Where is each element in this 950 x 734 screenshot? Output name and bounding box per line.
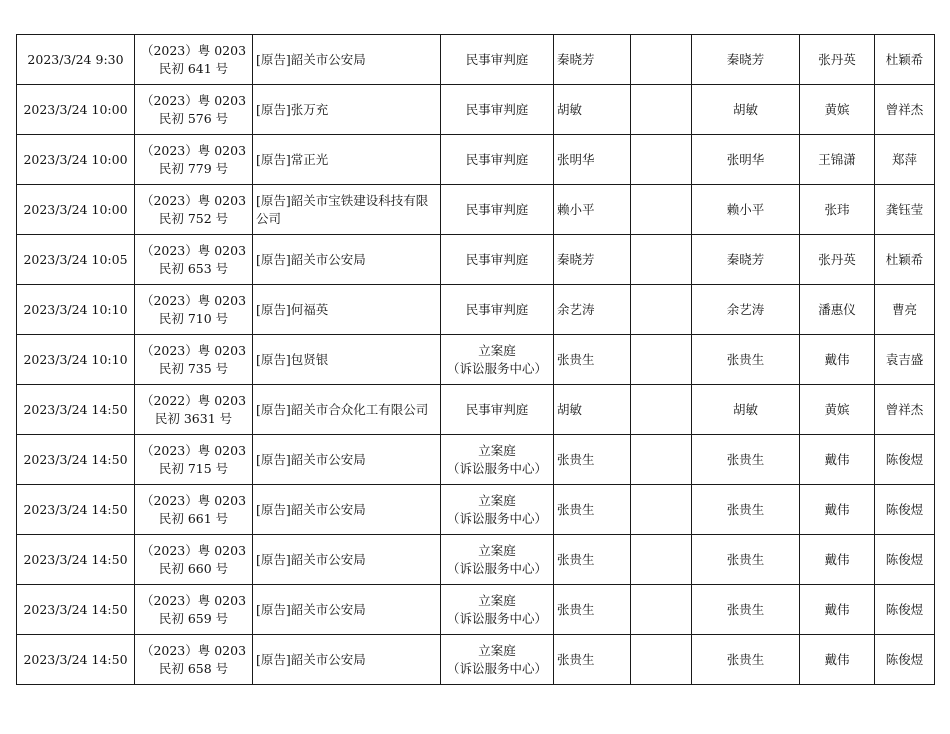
- presiding-judge-cell: 秦晓芳: [692, 35, 800, 85]
- case-number-cell: [135, 485, 253, 535]
- department-cell: [441, 585, 554, 635]
- clerk-cell: 陈俊煜: [875, 435, 935, 485]
- party-cell: [原告]何福英: [253, 285, 441, 335]
- clerk-cell: 陈俊煜: [875, 485, 935, 535]
- table-row: [17, 585, 935, 635]
- judge-cell: 张贵生: [554, 335, 631, 385]
- empty-cell: [631, 335, 692, 385]
- department-line1: 民事审判庭: [465, 101, 529, 117]
- clerk-cell: 陈俊煜: [875, 535, 935, 585]
- case-number-line2: 民初 779 号: [158, 160, 229, 176]
- department-line2: （诉讼服务中心）: [446, 460, 547, 476]
- department-cell: [441, 635, 554, 685]
- case-number-line1: （2023）粤 0203: [140, 42, 247, 58]
- case-number-cell: [135, 85, 253, 135]
- case-number-line1: （2023）粤 0203: [140, 142, 247, 158]
- presiding-judge-cell: 余艺涛: [692, 285, 800, 335]
- case-number-cell: [135, 585, 253, 635]
- empty-cell: [631, 285, 692, 335]
- clerk-cell: 曾祥杰: [875, 385, 935, 435]
- party-cell: [原告]韶关市公安局: [253, 235, 441, 285]
- department-cell: [441, 485, 554, 535]
- hearing-time-cell: 2023/3/24 10:00: [17, 85, 135, 135]
- hearing-time-cell: 2023/3/24 14:50: [17, 485, 135, 535]
- panel-member-cell: 张丹英: [800, 35, 875, 85]
- hearing-time-cell: 2023/3/24 10:05: [17, 235, 135, 285]
- panel-member-cell: 戴伟: [800, 335, 875, 385]
- judge-cell: 赖小平: [554, 185, 631, 235]
- panel-member-cell: 张丹英: [800, 235, 875, 285]
- party-cell: [原告]韶关市合众化工有限公司: [253, 385, 441, 435]
- hearing-time-cell: 2023/3/24 14:50: [17, 635, 135, 685]
- presiding-judge-cell: 张明华: [692, 135, 800, 185]
- table-row: [17, 285, 935, 335]
- case-number-cell: [135, 335, 253, 385]
- judge-cell: 余艺涛: [554, 285, 631, 335]
- empty-cell: [631, 535, 692, 585]
- case-number-line1: （2023）粤 0203: [140, 342, 247, 358]
- case-number-line1: （2023）粤 0203: [140, 242, 247, 258]
- department-cell: [441, 185, 554, 235]
- panel-member-cell: 黄嫔: [800, 385, 875, 435]
- hearing-time-cell: 2023/3/24 10:00: [17, 135, 135, 185]
- case-number-cell: [135, 435, 253, 485]
- department-line2: （诉讼服务中心）: [446, 560, 547, 576]
- panel-member-cell: 戴伟: [800, 485, 875, 535]
- case-number-cell: [135, 235, 253, 285]
- department-cell: [441, 285, 554, 335]
- department-line1: 立案庭: [478, 442, 516, 458]
- case-number-cell: [135, 535, 253, 585]
- clerk-cell: 郑萍: [875, 135, 935, 185]
- hearing-time-cell: 2023/3/24 14:50: [17, 435, 135, 485]
- case-number-line1: （2023）粤 0203: [140, 192, 247, 208]
- presiding-judge-cell: 张贵生: [692, 535, 800, 585]
- party-cell: [原告]常正光: [253, 135, 441, 185]
- presiding-judge-cell: 张贵生: [692, 635, 800, 685]
- clerk-cell: 曾祥杰: [875, 85, 935, 135]
- presiding-judge-cell: 赖小平: [692, 185, 800, 235]
- case-number-cell: [135, 185, 253, 235]
- case-number-line1: （2023）粤 0203: [140, 92, 247, 108]
- clerk-cell: 陈俊煜: [875, 585, 935, 635]
- presiding-judge-cell: 胡敏: [692, 85, 800, 135]
- party-cell: [原告]韶关市宝铁建设科技有限公司: [253, 185, 441, 235]
- party-cell: [原告]张万充: [253, 85, 441, 135]
- panel-member-cell: 戴伟: [800, 435, 875, 485]
- clerk-cell: 龚钰莹: [875, 185, 935, 235]
- case-number-line2: 民初 576 号: [158, 110, 229, 126]
- party-cell: [原告]韶关市公安局: [253, 535, 441, 585]
- department-line2: （诉讼服务中心）: [446, 610, 547, 626]
- case-number-line1: （2023）粤 0203: [140, 492, 247, 508]
- case-number-cell: [135, 285, 253, 335]
- department-cell: [441, 85, 554, 135]
- department-line2: （诉讼服务中心）: [446, 660, 547, 676]
- panel-member-cell: 王锦潇: [800, 135, 875, 185]
- presiding-judge-cell: 张贵生: [692, 435, 800, 485]
- empty-cell: [631, 635, 692, 685]
- panel-member-cell: 戴伟: [800, 585, 875, 635]
- panel-member-cell: 黄嫔: [800, 85, 875, 135]
- empty-cell: [631, 235, 692, 285]
- table-body: [17, 35, 935, 685]
- department-line1: 民事审判庭: [465, 301, 529, 317]
- presiding-judge-cell: 胡敏: [692, 385, 800, 435]
- department-line1: 立案庭: [478, 642, 516, 658]
- hearing-time-cell: 2023/3/24 10:00: [17, 185, 135, 235]
- party-cell: [原告]韶关市公安局: [253, 635, 441, 685]
- judge-cell: 张贵生: [554, 535, 631, 585]
- empty-cell: [631, 385, 692, 435]
- judge-cell: 张贵生: [554, 635, 631, 685]
- hearing-time-cell: 2023/3/24 14:50: [17, 585, 135, 635]
- judge-cell: 胡敏: [554, 385, 631, 435]
- table-row: [17, 435, 935, 485]
- department-line1: 立案庭: [478, 342, 516, 358]
- case-number-line2: 民初 641 号: [158, 60, 229, 76]
- judge-cell: 张贵生: [554, 485, 631, 535]
- table-row: [17, 185, 935, 235]
- empty-cell: [631, 85, 692, 135]
- case-number-line1: （2023）粤 0203: [140, 642, 247, 658]
- department-line1: 民事审判庭: [465, 401, 529, 417]
- case-number-line2: 民初 3631 号: [154, 410, 233, 426]
- department-cell: [441, 435, 554, 485]
- panel-member-cell: 潘惠仪: [800, 285, 875, 335]
- department-line1: 立案庭: [478, 492, 516, 508]
- empty-cell: [631, 135, 692, 185]
- table-row: [17, 335, 935, 385]
- case-number-line2: 民初 752 号: [158, 210, 229, 226]
- empty-cell: [631, 35, 692, 85]
- empty-cell: [631, 585, 692, 635]
- clerk-cell: 陈俊煜: [875, 635, 935, 685]
- party-cell: [原告]韶关市公安局: [253, 435, 441, 485]
- department-line1: 立案庭: [478, 542, 516, 558]
- party-cell: [原告]包贤银: [253, 335, 441, 385]
- clerk-cell: 杜颖希: [875, 35, 935, 85]
- department-cell: [441, 535, 554, 585]
- judge-cell: 秦晓芳: [554, 235, 631, 285]
- table-row: [17, 635, 935, 685]
- judge-cell: 张明华: [554, 135, 631, 185]
- party-cell: [原告]韶关市公安局: [253, 485, 441, 535]
- case-number-line2: 民初 710 号: [158, 310, 229, 326]
- table-row: [17, 485, 935, 535]
- clerk-cell: 杜颖希: [875, 235, 935, 285]
- presiding-judge-cell: 张贵生: [692, 335, 800, 385]
- case-number-cell: [135, 135, 253, 185]
- table-row: [17, 535, 935, 585]
- empty-cell: [631, 435, 692, 485]
- presiding-judge-cell: 张贵生: [692, 585, 800, 635]
- panel-member-cell: 戴伟: [800, 635, 875, 685]
- case-number-line2: 民初 660 号: [158, 560, 229, 576]
- case-number-line1: （2023）粤 0203: [140, 592, 247, 608]
- case-number-line2: 民初 658 号: [158, 660, 229, 676]
- case-number-line2: 民初 653 号: [158, 260, 229, 276]
- table-row: [17, 135, 935, 185]
- hearing-schedule-table: [16, 34, 935, 685]
- department-line1: 民事审判庭: [465, 201, 529, 217]
- case-number-cell: [135, 635, 253, 685]
- case-number-line1: （2022）粤 0203: [140, 392, 247, 408]
- department-line1: 民事审判庭: [465, 51, 529, 67]
- table-row: [17, 235, 935, 285]
- department-line1: 民事审判庭: [465, 151, 529, 167]
- clerk-cell: 袁吉盛: [875, 335, 935, 385]
- judge-cell: 胡敏: [554, 85, 631, 135]
- case-number-line1: （2023）粤 0203: [140, 542, 247, 558]
- department-cell: [441, 35, 554, 85]
- department-cell: [441, 235, 554, 285]
- party-cell: [原告]韶关市公安局: [253, 585, 441, 635]
- presiding-judge-cell: 张贵生: [692, 485, 800, 535]
- case-number-line1: （2023）粤 0203: [140, 292, 247, 308]
- case-number-cell: [135, 385, 253, 435]
- department-line2: （诉讼服务中心）: [446, 360, 547, 376]
- case-number-line2: 民初 659 号: [158, 610, 229, 626]
- case-number-line2: 民初 661 号: [158, 510, 229, 526]
- department-cell: [441, 385, 554, 435]
- department-cell: [441, 135, 554, 185]
- empty-cell: [631, 185, 692, 235]
- hearing-time-cell: 2023/3/24 14:50: [17, 385, 135, 435]
- hearing-time-cell: 2023/3/24 14:50: [17, 535, 135, 585]
- department-cell: [441, 335, 554, 385]
- hearing-time-cell: 2023/3/24 9:30: [17, 35, 135, 85]
- case-number-line1: （2023）粤 0203: [140, 442, 247, 458]
- hearing-time-cell: 2023/3/24 10:10: [17, 285, 135, 335]
- case-number-cell: [135, 35, 253, 85]
- judge-cell: 张贵生: [554, 585, 631, 635]
- table-row: [17, 385, 935, 435]
- party-cell: [原告]韶关市公安局: [253, 35, 441, 85]
- presiding-judge-cell: 秦晓芳: [692, 235, 800, 285]
- table-row: [17, 35, 935, 85]
- empty-cell: [631, 485, 692, 535]
- case-number-line2: 民初 715 号: [158, 460, 229, 476]
- department-line2: （诉讼服务中心）: [446, 510, 547, 526]
- hearing-time-cell: 2023/3/24 10:10: [17, 335, 135, 385]
- department-line1: 民事审判庭: [465, 251, 529, 267]
- judge-cell: 张贵生: [554, 435, 631, 485]
- case-number-line2: 民初 735 号: [158, 360, 229, 376]
- table-row: [17, 85, 935, 135]
- department-line1: 立案庭: [478, 592, 516, 608]
- panel-member-cell: 张玮: [800, 185, 875, 235]
- judge-cell: 秦晓芳: [554, 35, 631, 85]
- clerk-cell: 曹亮: [875, 285, 935, 335]
- panel-member-cell: 戴伟: [800, 535, 875, 585]
